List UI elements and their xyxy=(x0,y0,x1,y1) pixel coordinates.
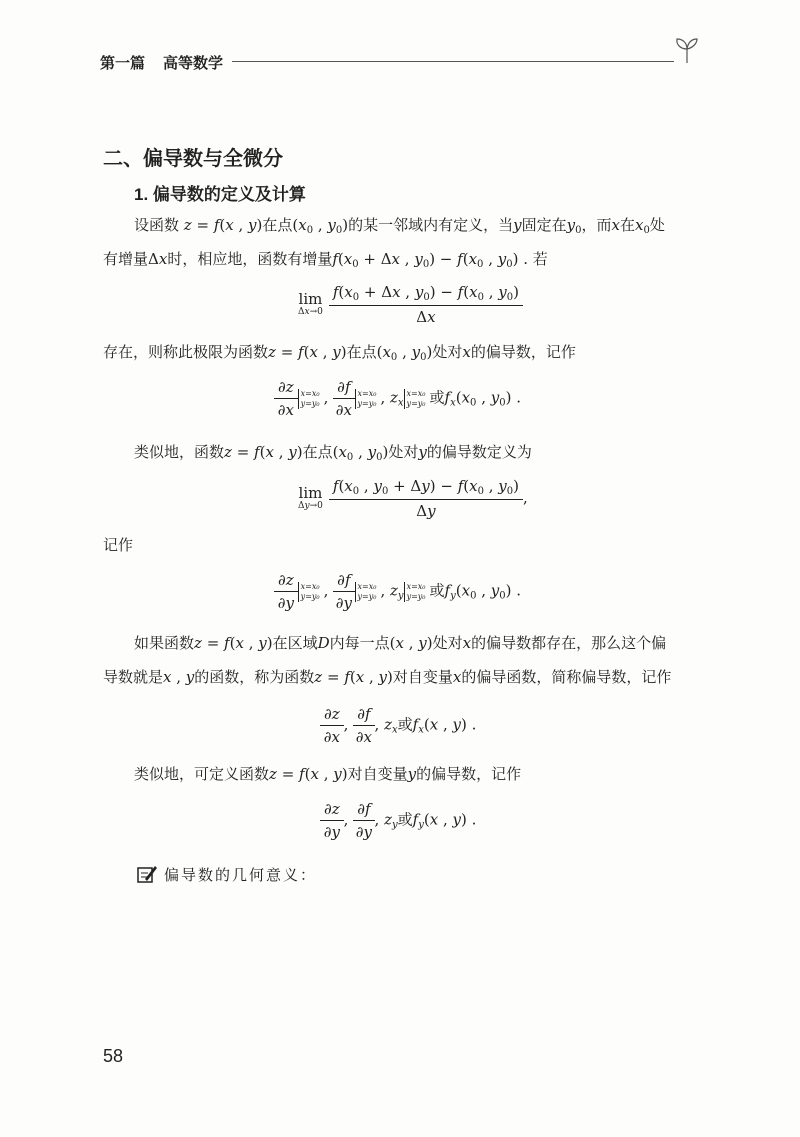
paragraph-5-line-1: 如果函数z = f(x , y)在区域D内每一点(x , y)处对x的偏导数都存在，那么这个偏 xyxy=(134,634,667,652)
paragraph-6: 类似地，可定义函数z = f(x , y)对自变量y的偏导数，记作 xyxy=(134,765,522,783)
geometric-meaning-note: 偏导数的几何意义： xyxy=(164,866,318,884)
partial-function-y-notation: $\frac{\partial z}{\partial y}$ , $\frac{\partial f}{\partial y}$ , $z_y$或$f_y(x$ , y) . xyxy=(320,800,476,841)
notation-row-x: $\frac{\partial z}{\partial x}$ x=x₀ y=y₀ , $\frac{\partial f}{\partial x}$ x=x₀ y=y₀ , $z_x$ x=x₀ y=y₀ 或$f_x(x_0$ , $y_0$) . xyxy=(274,378,521,419)
pencil-note-icon xyxy=(136,863,158,885)
sprout-icon xyxy=(672,36,702,64)
running-header xyxy=(100,52,223,73)
paragraph-3: 类似地，函数z = f(x , y)在点($x_0$ , $y_0$)处对y的偏导数定义为 xyxy=(134,443,532,463)
header-title: 高等数学 xyxy=(163,55,224,72)
paragraph-1-line-2: 有增量Δx时，相应地，函数有增量$f(x_0 + \Delta x$ , $y_0) - f(x_0$ , $y_0$) . 若 xyxy=(103,250,548,270)
limit-formula-y: lim Δy→0 $\frac{f(x_0 , y_0 + \Delta y) - f(x_0 , y_0)}{\Delta y}$ , xyxy=(298,477,528,520)
header-rule xyxy=(232,61,674,62)
paragraph-4: 记作 xyxy=(103,536,134,554)
partial-function-x-notation: $\frac{\partial z}{\partial x}$ , $\frac{\partial f}{\partial x}$ , $z_x$或$f_x(x$ , y) . xyxy=(320,705,476,746)
paragraph-2: 存在，则称此极限为函数z = f(x , y)在点($x_0$ , $y_0$)处对x的偏导数，记作 xyxy=(103,343,576,363)
paragraph-1-line-1: 设函数 z = f(x , y)在点($x_0$ , $y_0$)的某一邻域内有定义，当y固定在$y_0$，而x在$x_0$处 xyxy=(134,216,665,236)
notation-row-y: $\frac{\partial z}{\partial y}$ x=x₀ y=y₀ , $\frac{\partial f}{\partial y}$ x=x₀ y=y₀ , $z_y$ x=x₀ y=y₀ 或$f_y(x_0$ , $y_0$) . xyxy=(274,571,521,612)
header-part: 第一篇 xyxy=(100,55,146,72)
section-title: 二、偏导数与全微分 xyxy=(103,148,283,170)
subsection-title: 1. 偏导数的定义及计算 xyxy=(134,185,306,204)
page-number: 58 xyxy=(103,1046,124,1066)
paragraph-5-line-2: 导数就是x , y的函数，称为函数z = f(x , y)对自变量x的偏导函数，简称偏导数，记作 xyxy=(103,668,672,686)
limit-formula-x: lim Δx→0 $\frac{f(x_0 + \Delta x , y_0) - f(x_0 , y_0)}{\Delta x}$ xyxy=(298,283,523,326)
